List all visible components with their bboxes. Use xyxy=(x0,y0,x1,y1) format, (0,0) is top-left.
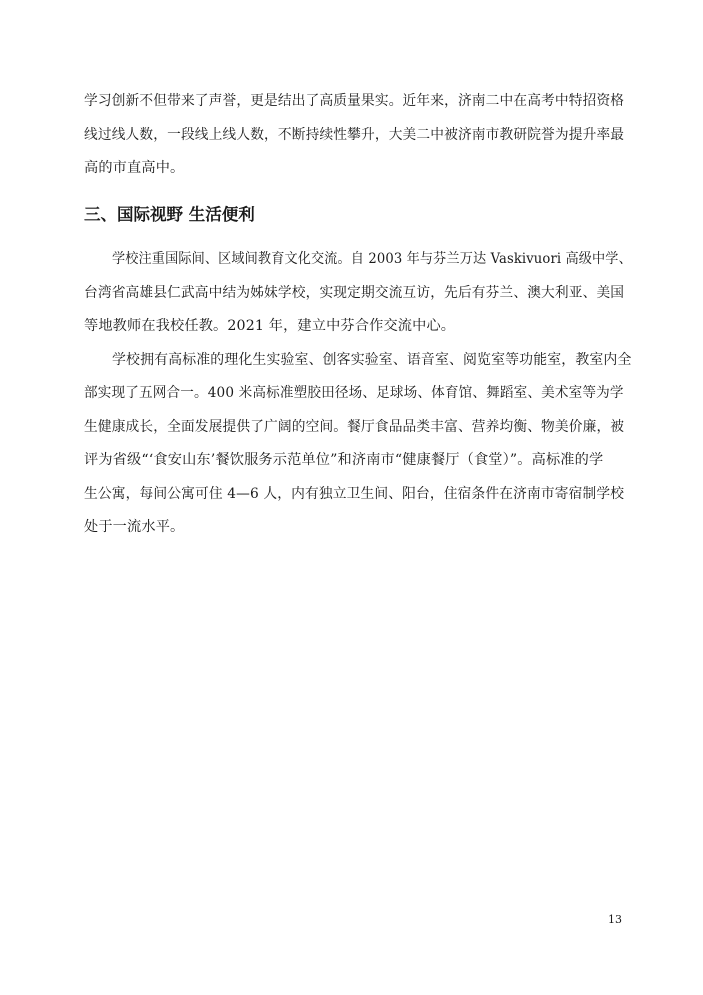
paragraph-2-line-1: 学校注重国际间、区域间教育文化交流。自 2003 年与芬兰万达 Vaskivuori 高级中学、 xyxy=(112,251,632,267)
paragraph-2-line-3: 等地教师在我校任教。2021 年，建立中芬合作交流中心。 xyxy=(84,318,456,334)
paragraph-3-line-1: 学校拥有高标准的理化生实验室、创客实验室、语音室、阅览室等功能室，教室内全 xyxy=(112,352,632,368)
page-number: 13 xyxy=(608,913,622,926)
paragraph-3-line-2: 部实现了五网合一。400 米高标准塑胶田径场、足球场、体育馆、舞蹈室、美术室等为学 xyxy=(84,385,624,401)
paragraph-3-line-6: 处于一流水平。 xyxy=(84,519,185,535)
paragraph-1-line-2: 线过线人数，一段线上线人数，不断持续性攀升，大美二中被济南市教研院誉为提升率最 xyxy=(84,127,625,143)
paragraph-3-line-4: 评为省级“‘食安山东’餐饮服务示范单位”和济南市“健康餐厅（食堂）”。高标准的学 xyxy=(84,452,604,468)
paragraph-1-line-3: 高的市直高中。 xyxy=(84,160,185,176)
paragraph-1-line-1: 学习创新不但带来了声誉，更是结出了高质量果实。近年来，济南二中在高考中特招资格 xyxy=(84,93,625,109)
paragraph-3-line-3: 生健康成长，全面发展提供了广阔的空间。餐厅食品品类丰富、营养均衡、物美价廉，被 xyxy=(84,419,625,435)
paragraph-2-line-2: 台湾省高雄县仁武高中结为姊妹学校，实现定期交流互访，先后有芬兰、澳大利亚、美国 xyxy=(84,285,625,301)
paragraph-3-line-5: 生公寓，每间公寓可住 4—6 人，内有独立卫生间、阳台，住宿条件在济南市寄宿制学校 xyxy=(84,486,625,502)
section-heading: 三、国际视野 生活便利 xyxy=(84,205,255,224)
